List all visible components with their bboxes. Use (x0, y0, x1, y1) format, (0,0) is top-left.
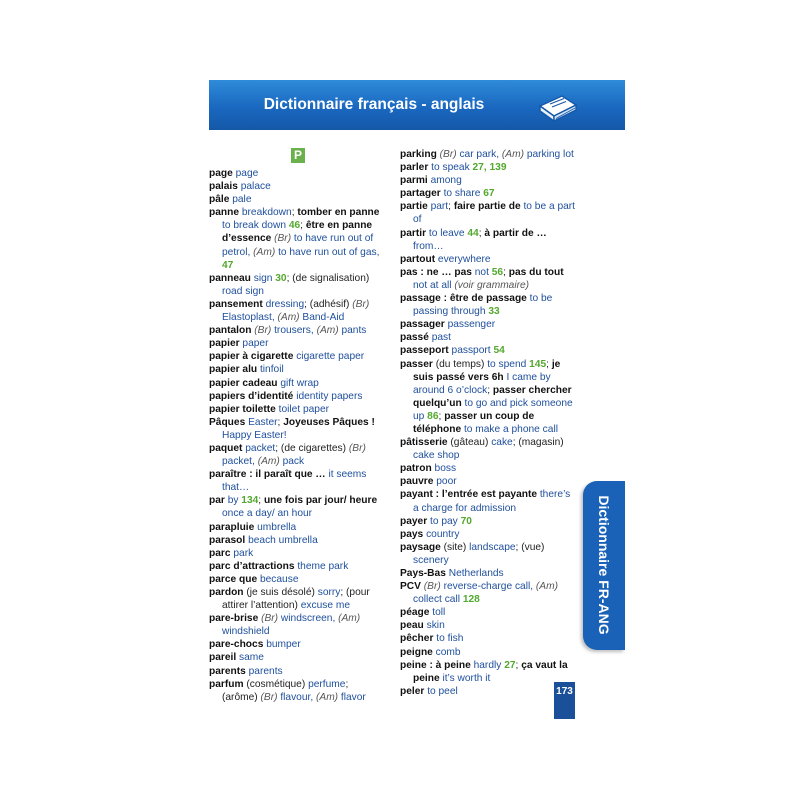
translation: identity papers (293, 390, 363, 402)
plain-text: ; (adhésif) (304, 298, 353, 310)
translation: sorry (317, 587, 341, 598)
translation: Easter (245, 416, 278, 428)
usage-label: (Br) (348, 442, 366, 454)
headword: partager (400, 188, 441, 200)
translation: same (236, 652, 264, 664)
book-icon (536, 92, 578, 124)
usage-label: (Am) (501, 149, 524, 160)
headword: PCV (400, 581, 421, 593)
headword: pardon (209, 587, 244, 598)
dictionary-entry (400, 187, 578, 200)
headword: Pays-Bas (400, 568, 446, 579)
translation: palace (237, 181, 271, 193)
headword: parc (209, 547, 231, 559)
translation: passenger (444, 319, 496, 331)
dictionary-entry (209, 573, 381, 586)
dictionary-entry (400, 174, 578, 187)
translation: not (471, 266, 492, 278)
headword: être en panne d’essence (222, 220, 373, 245)
headword: passager (400, 319, 445, 331)
page-ref: 56 (491, 266, 504, 278)
translation: to break down (222, 220, 289, 232)
translation: because (257, 573, 299, 585)
usage-label: (Am) (535, 581, 558, 593)
translation: I came by around 6 o’clock (413, 371, 551, 396)
dictionary-entry (209, 298, 381, 324)
headword: passer chercher quelqu’un (413, 384, 572, 409)
translation: country (423, 528, 460, 540)
dictionary-entry (209, 612, 381, 638)
dictionary-entry (209, 416, 381, 442)
plain-text: (cosmétique) (243, 678, 309, 690)
translation: to be passing through (413, 293, 553, 318)
translation: among (427, 175, 462, 187)
dictionary-entry (209, 363, 381, 376)
headword: payant : l’entrée est payante (400, 489, 538, 501)
headword: pays (400, 528, 424, 540)
translation: cake shop (413, 450, 460, 462)
dictionary-entry (209, 337, 381, 350)
dictionary-entry (209, 665, 381, 678)
usage-label: (Am) (253, 246, 276, 258)
dictionary-entry (209, 547, 381, 560)
page-ref: 70 (460, 515, 472, 527)
translation: cigarette paper (293, 351, 365, 363)
translation: Band-Aid (299, 312, 345, 324)
dictionary-entry (209, 272, 381, 298)
translation: to speak (428, 162, 473, 174)
plain-text: ; (515, 659, 522, 671)
page-ref: 86 (427, 410, 439, 422)
headword: pâtisserie (400, 437, 448, 449)
usage-label: (Br) (251, 325, 272, 337)
headword: paysage (400, 541, 441, 553)
page-ref: 67 (483, 188, 495, 200)
dictionary-entry (209, 586, 381, 612)
dictionary-entry (209, 167, 381, 180)
headword: peau (400, 620, 424, 632)
dictionary-entry (400, 266, 578, 292)
usage-label: (Br) (420, 581, 441, 593)
translation: park (230, 547, 254, 559)
headword: paquet (209, 442, 243, 454)
translation: boss (431, 463, 457, 475)
plain-text: ; (258, 495, 264, 507)
translation: reverse-charge call, (440, 581, 536, 593)
translation: perfume (308, 678, 346, 690)
translation: trousers, (271, 325, 317, 337)
headword: passé (400, 332, 429, 344)
side-tab-label: Dictionnaire FR-ANG (596, 495, 612, 635)
dictionary-entry (400, 541, 578, 567)
translation: parking lot (523, 149, 574, 160)
dictionary-entry (209, 206, 381, 271)
dictionary-entry (400, 436, 578, 462)
translation: to make a phone call (461, 423, 558, 435)
headword: partir (400, 227, 427, 239)
headword: page (209, 168, 233, 179)
headword: parc d’attractions (209, 560, 295, 572)
translation: collect call (413, 594, 463, 606)
translation: paper (239, 338, 269, 350)
side-tab[interactable] (583, 481, 625, 650)
page-ref: 44 (467, 227, 479, 239)
headword: pêcher (400, 633, 434, 645)
dictionary-entry (209, 534, 381, 547)
headword: partout (400, 253, 436, 265)
translation: from… (413, 240, 444, 252)
dictionary-entry (400, 475, 578, 488)
translation: skin (423, 620, 445, 632)
plain-text: ; (277, 416, 284, 428)
headword: pauvre (400, 476, 434, 488)
page-number: 173 (554, 682, 575, 719)
page-ref: 33 (488, 306, 500, 318)
headword: parfum (209, 678, 244, 690)
usage-label: (Br) (352, 298, 370, 310)
headword: parapluie (209, 521, 255, 533)
translation: excuse me (300, 600, 350, 612)
dictionary-entry (400, 567, 578, 580)
translation: umbrella (254, 521, 297, 533)
translation: sign (250, 272, 276, 284)
dictionary-entry (209, 494, 381, 520)
translation: Happy Easter! (222, 429, 287, 441)
dictionary-entry (400, 515, 578, 528)
dictionary-entry (400, 580, 578, 606)
translation: cake (491, 437, 513, 449)
translation: to pay (427, 515, 461, 527)
headword: partie (400, 201, 428, 213)
plain-text: ; (478, 227, 485, 239)
translation: passport (448, 345, 494, 357)
headword: pare-chocs (209, 639, 264, 651)
translation: to leave (426, 227, 468, 239)
translation: beach umbrella (245, 534, 318, 546)
headword: par (209, 495, 225, 507)
plain-text: ; (300, 220, 306, 232)
headword: Pâques (209, 416, 246, 428)
dictionary-entry (209, 324, 381, 337)
dictionary-entry (209, 403, 381, 416)
headword: panne (209, 207, 240, 219)
plain-text: (du temps) (432, 358, 488, 370)
page-ref: 46 (288, 220, 301, 232)
dictionary-entry (400, 646, 578, 659)
translation: it seems that… (222, 469, 367, 494)
translation: to have run out of gas, (275, 246, 380, 258)
headword: pare-brise (209, 613, 259, 625)
headword: peine : à peine (400, 659, 471, 671)
headword: passage : être de passage (400, 293, 527, 305)
headword: papier toilette (209, 403, 276, 415)
translation: dressing (262, 298, 305, 310)
right-entry-list (400, 148, 578, 698)
translation: it’s worth it (439, 672, 491, 684)
headword: passer (400, 358, 433, 370)
dictionary-entry (400, 462, 578, 475)
headword: Joyeuses Pâques ! (283, 416, 375, 428)
dictionary-entry (209, 638, 381, 651)
translation: flavour, (277, 691, 316, 703)
headword: faire partie de (453, 201, 521, 213)
dictionary-entry (400, 528, 578, 541)
dictionary-entry (400, 344, 578, 357)
plain-text: ; (de signalisation) (286, 272, 370, 284)
translation: past (428, 332, 451, 344)
headword: parler (400, 162, 429, 174)
dictionary-entry (400, 318, 578, 331)
headword: papiers d’identité (209, 390, 294, 402)
headword: une fois par jour/ heure (263, 495, 378, 507)
headword: papier alu (209, 364, 258, 376)
page-ref: 30 (275, 272, 287, 284)
plain-text: (je suis désolé) (243, 587, 318, 598)
dictionary-entry (400, 200, 578, 226)
translation: pack (279, 456, 305, 468)
translation: pale (229, 194, 252, 206)
headword: payer (400, 515, 428, 527)
headword: parasol (209, 534, 246, 546)
usage-label: (Am) (316, 691, 339, 703)
plain-text: ; (487, 384, 493, 396)
headword: pansement (209, 298, 263, 310)
dictionary-entry (209, 377, 381, 390)
page-ref: 47 (222, 259, 234, 271)
translation: pants (338, 325, 367, 337)
translation: windshield (222, 626, 270, 638)
dictionary-entry (209, 350, 381, 363)
translation: parents (245, 665, 283, 677)
plain-text: ; (448, 201, 454, 213)
translation: scenery (413, 554, 449, 566)
dictionary-entry (209, 193, 381, 206)
usage-label: (Am) (257, 456, 280, 468)
dictionary-entry (400, 659, 578, 685)
translation: not at all (413, 279, 455, 291)
translation: Netherlands (445, 568, 504, 579)
headword: parce que (209, 573, 258, 585)
headword: palais (209, 181, 238, 193)
headword: papier à cigarette (209, 351, 294, 363)
headword: papier (209, 338, 240, 350)
headword: parmi (400, 175, 428, 187)
plain-text: (gâteau) (447, 437, 492, 449)
headword: je suis passé vers 6h (413, 358, 561, 383)
translation: landscape (469, 541, 516, 553)
headword: pantalon (209, 325, 252, 337)
headword: passeport (400, 345, 449, 357)
left-entry-list (209, 167, 381, 704)
plain-text: ; (pour attirer l’attention) (222, 587, 370, 612)
dictionary-entry (209, 678, 381, 704)
headword: panneau (209, 272, 251, 284)
translation: packet (242, 442, 276, 454)
translation: poor (433, 476, 457, 488)
translation: to have run out of petrol, (222, 233, 374, 258)
translation: car park, (456, 149, 502, 160)
page-ref: 27 (504, 659, 516, 671)
dictionary-entry (400, 148, 578, 161)
plain-text: ; (de cigarettes) (275, 442, 349, 454)
dictionary-entry (209, 468, 381, 494)
headword: papier cadeau (209, 377, 278, 389)
translation: there’s a charge for admission (413, 489, 571, 514)
dictionary-entry (400, 292, 578, 318)
page-ref: 54 (493, 345, 505, 357)
translation: part (427, 201, 449, 213)
section-letter: P (291, 148, 305, 163)
translation: to be a part of (413, 201, 575, 226)
headword: péage (400, 607, 430, 619)
headword: peler (400, 685, 425, 697)
translation: packet, (222, 456, 258, 468)
page-ref: 145 (529, 358, 547, 370)
usage-label: (Am) (316, 325, 339, 337)
headword: pas du tout (508, 266, 564, 278)
plain-text: ; (vue) (515, 541, 545, 553)
translation: toll (429, 607, 446, 619)
usage-label: (Am) (277, 312, 300, 324)
translation: bumper (263, 639, 301, 651)
translation: comb (432, 646, 461, 658)
translation: to go and pick someone up (413, 397, 573, 422)
page-ref: 27, 139 (472, 162, 507, 174)
plain-text: ; (546, 358, 552, 370)
dictionary-entry (400, 161, 578, 174)
headword: à partir de … (484, 227, 547, 239)
dictionary-entry (400, 253, 578, 266)
usage-label: (Am) (338, 613, 361, 625)
dictionary-entry (209, 442, 381, 468)
headword: peigne (400, 646, 433, 658)
dictionary-entry (400, 619, 578, 632)
translation: hardly (470, 659, 505, 671)
dictionary-entry (400, 606, 578, 619)
translation: everywhere (435, 253, 491, 265)
dictionary-entry (209, 390, 381, 403)
headword: tomber en panne (297, 207, 380, 219)
left-column (209, 148, 381, 704)
dictionary-entry (209, 180, 381, 193)
plain-text: ; (291, 207, 298, 219)
translation: Elastoplast, (222, 312, 278, 324)
translation: to peel (424, 685, 458, 697)
headword: paraître : il paraît que … (209, 469, 326, 481)
usage-label: (Br) (260, 691, 278, 703)
translation: flavor (338, 691, 366, 703)
headword: pâle (209, 194, 230, 206)
headword: parents (209, 665, 246, 677)
dictionary-entry (400, 358, 578, 437)
translation: tinfoil (257, 364, 284, 376)
page-title: Dictionnaire français - anglais (263, 96, 485, 113)
plain-text: ; (magasin) (512, 437, 564, 449)
headword: parking (400, 149, 437, 160)
headword: pareil (209, 652, 237, 664)
headword: passer un coup de téléphone (413, 410, 535, 435)
dictionary-entry (400, 227, 578, 253)
usage-label: (Br) (271, 233, 292, 245)
translation: breakdown (239, 207, 292, 219)
page-ref: 134 (241, 495, 259, 507)
translation: once a day/ an hour (222, 508, 313, 520)
dictionary-entry (400, 685, 578, 698)
dictionary-entry (400, 331, 578, 344)
usage-label: (Br) (258, 613, 279, 625)
dictionary-entry (209, 651, 381, 664)
usage-label: (voir grammaire) (454, 279, 530, 291)
headword: ça vaut la peine (413, 659, 568, 684)
plain-text: ; (arôme) (222, 678, 349, 703)
translation: to fish (433, 633, 464, 645)
translation: to share (440, 188, 484, 200)
translation: by (224, 495, 242, 507)
plain-text: (site) (440, 541, 470, 553)
translation: toilet paper (275, 403, 330, 415)
translation: gift wrap (277, 377, 319, 389)
translation: to spend (487, 358, 530, 370)
plain-text: ; (438, 410, 445, 422)
page-ref: 128 (462, 594, 480, 606)
usage-label: (Br) (436, 149, 457, 160)
dictionary-entry (400, 488, 578, 514)
dictionary-entry (400, 632, 578, 645)
dictionary-entry (209, 560, 381, 573)
right-column (400, 148, 578, 698)
plain-text: ; (503, 266, 509, 278)
translation: windscreen, (278, 613, 339, 625)
translation: page (232, 168, 259, 179)
headword: patron (400, 463, 432, 475)
headword: pas : ne … pas (400, 266, 472, 278)
dictionary-entry (209, 521, 381, 534)
translation: road sign (222, 285, 264, 297)
translation: theme park (294, 560, 349, 572)
